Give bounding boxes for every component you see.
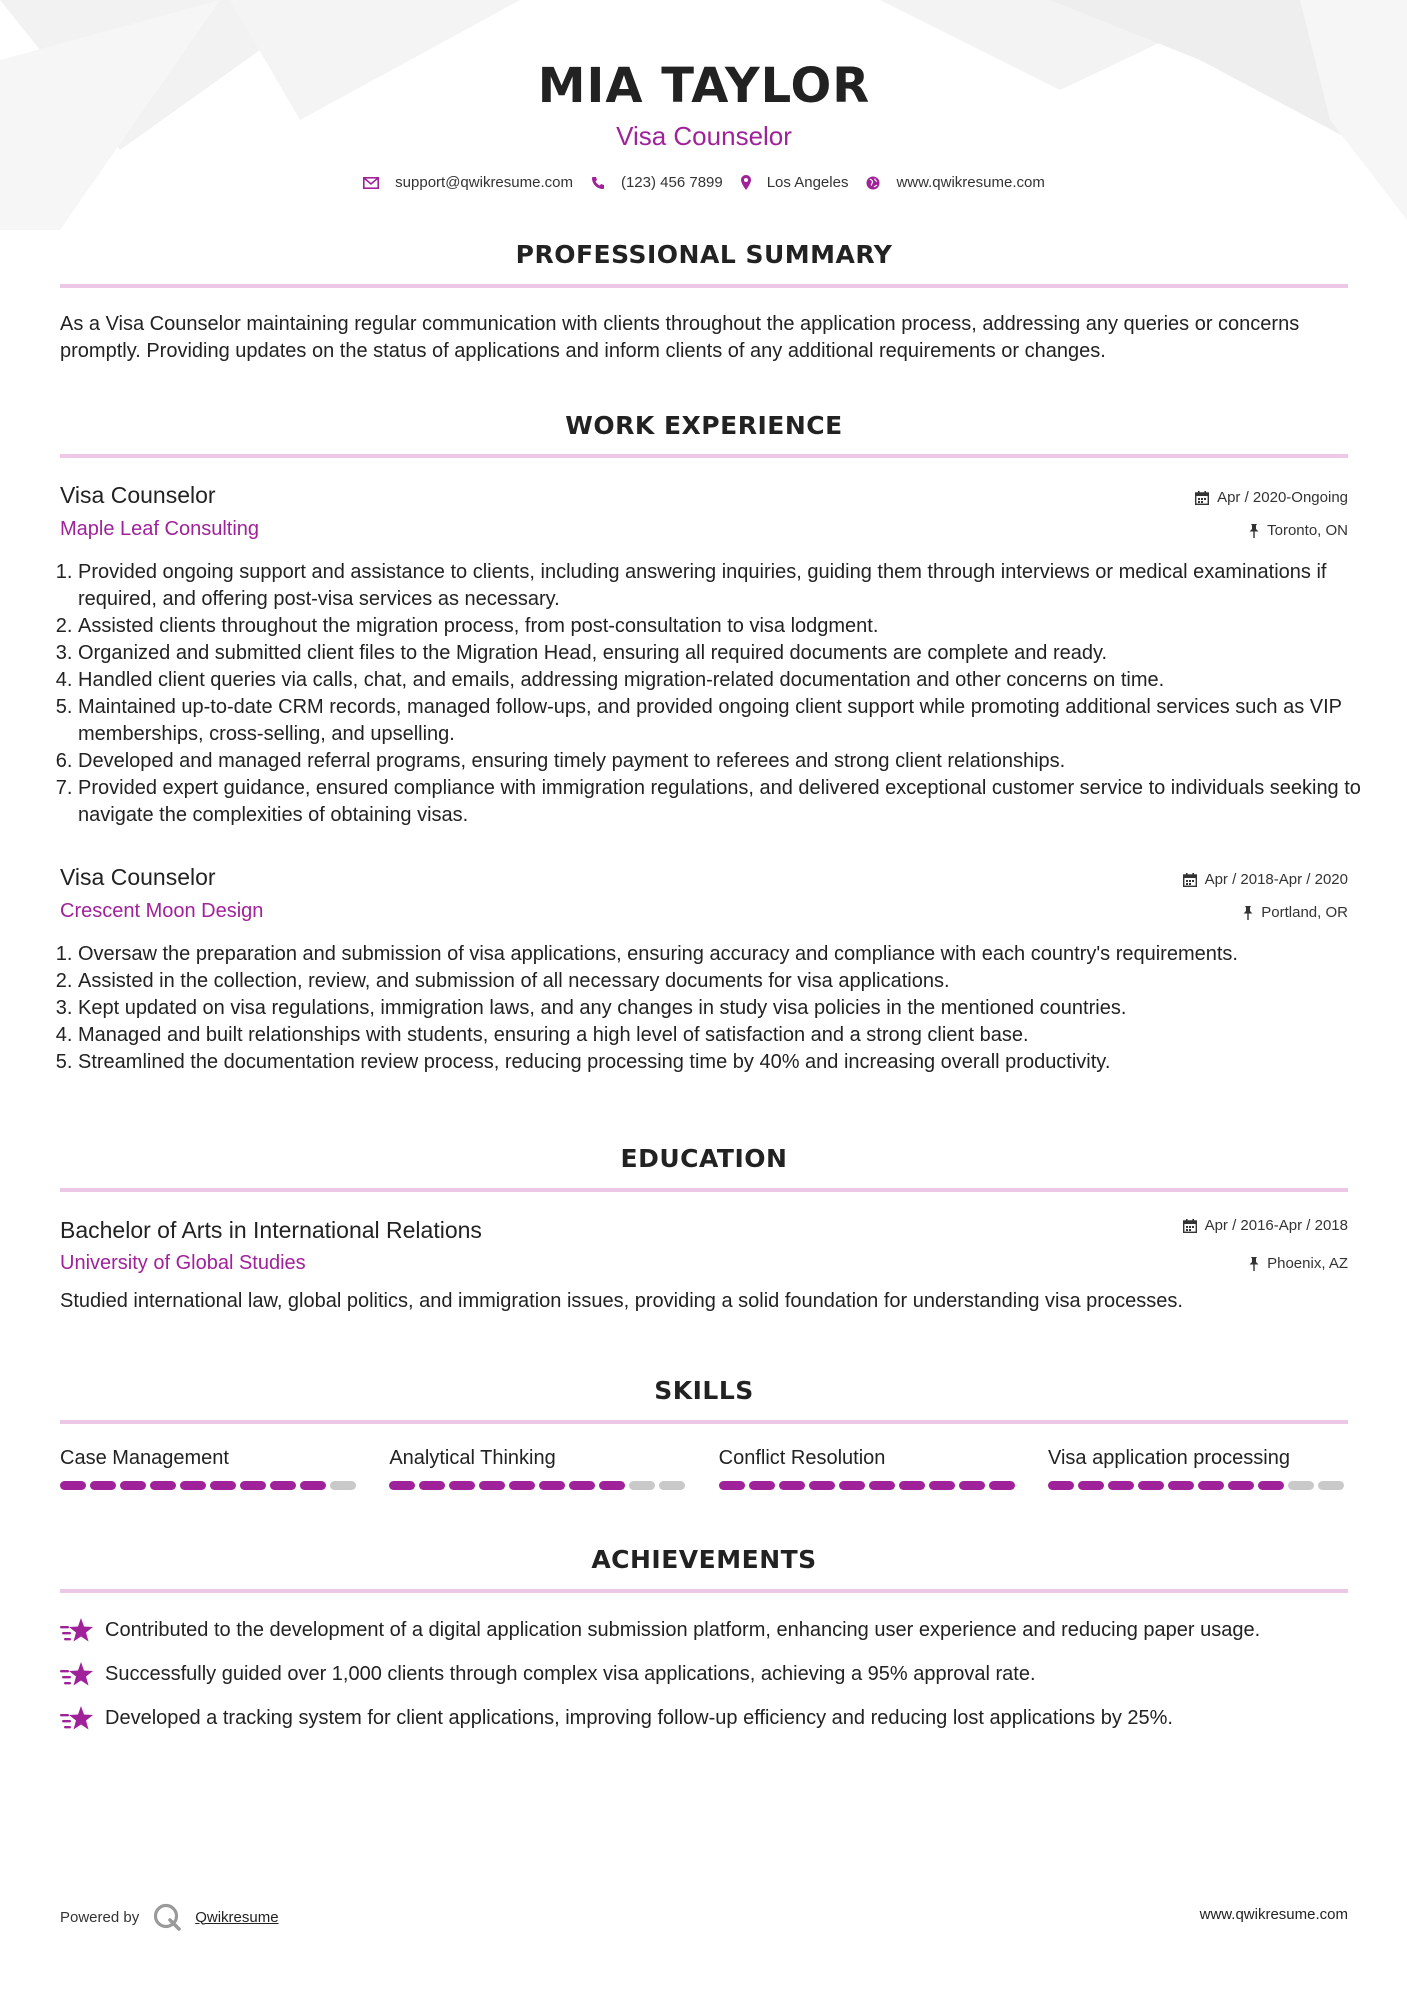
pushpin-icon: [1249, 524, 1259, 538]
skill-segment-filled: [1168, 1481, 1194, 1490]
contact-location: [741, 174, 849, 191]
skill-segment-empty: [629, 1481, 655, 1490]
list-item: 7. Provided expert guidance, ensured compliance with immigration regulations, and delivered exceptional customer service to individuals seeking to navigate the complexities of obtaining visas.: [78, 775, 1366, 829]
skill-segment-filled: [809, 1481, 835, 1490]
brand-link[interactable]: Qwikresume: [195, 1908, 279, 1926]
achievements-heading: ACHIEVEMENTS: [591, 1545, 817, 1574]
contact-email[interactable]: [363, 174, 573, 191]
skill-segment-empty: [330, 1481, 356, 1490]
job-dates-text: Apr / 2020-Ongoing: [1217, 489, 1348, 506]
calendar-icon: [1195, 491, 1209, 505]
skill-segment-filled: [270, 1481, 296, 1490]
skill-segment-filled: [569, 1481, 595, 1490]
skill-segment-filled: [1198, 1481, 1224, 1490]
phone-icon: [591, 176, 605, 190]
list-item: 3. Organized and submitted client files to the Migration Head, ensuring all required documents are complete and ready.: [78, 640, 1366, 667]
education-location-text: Phoenix, AZ: [1267, 1255, 1348, 1272]
list-item: 1. Provided ongoing support and assistance to clients, including answering inquiries, guiding them through interviews or medical examinations if required, and offering post-visa services as necessary.: [78, 559, 1366, 613]
globe-icon: [866, 176, 880, 190]
skill-segment-filled: [509, 1481, 535, 1490]
skill-rating-bar: [1048, 1481, 1348, 1490]
shooting-star-icon: [60, 1617, 93, 1644]
skill-segment-filled: [749, 1481, 775, 1490]
list-item: 5. Maintained up-to-date CRM records, managed follow-ups, and provided ongoing client support while promoting additional services such as VIP memberships, cross-selling, and upselling.: [78, 694, 1366, 748]
list-item: 5. Streamlined the documentation review process, reducing processing time by 40% and increasing overall productivity.: [78, 1049, 1366, 1076]
list-item: 6. Developed and managed referral programs, ensuring timely payment to referees and strong client relationships.: [78, 748, 1366, 775]
job-title: Visa Counselor: [60, 864, 216, 890]
education-dates-text: Apr / 2016-Apr / 2018: [1204, 1217, 1348, 1234]
skill-segment-empty: [1318, 1481, 1344, 1490]
skill-segment-filled: [1228, 1481, 1254, 1490]
achievement-text: Contributed to the development of a digital application submission platform, enhancing user experience and reducing paper usage.: [105, 1619, 1261, 1641]
job-dates: [1183, 871, 1348, 888]
contact-bar: [60, 174, 1348, 191]
summary-heading: PROFESSIONAL SUMMARY: [515, 240, 893, 269]
list-item: 4. Managed and built relationships with students, ensuring a high level of satisfaction and a strong client base.: [78, 1022, 1366, 1049]
job-company: Maple Leaf Consulting: [60, 518, 260, 540]
list-item: 4. Handled client queries via calls, chat, and emails, addressing migration-related documentation and other concerns on time.: [78, 667, 1366, 694]
skills-divider: [60, 1420, 1348, 1424]
skill-segment-filled: [959, 1481, 985, 1490]
list-item: 1. Oversaw the preparation and submission of visa applications, ensuring accuracy and compliance with each country's requirements.: [78, 941, 1366, 968]
education-location: [1249, 1255, 1348, 1272]
skills-heading: SKILLS: [654, 1376, 754, 1405]
candidate-role: Visa Counselor: [616, 121, 792, 151]
skill-segment-filled: [60, 1481, 86, 1490]
skill-rating-bar: [60, 1481, 360, 1490]
calendar-icon: [1183, 873, 1197, 887]
footer-website-link[interactable]: www.qwikresume.com: [1199, 1906, 1348, 1923]
skill-segment-empty: [1288, 1481, 1314, 1490]
qwikresume-logo-icon: [153, 1903, 181, 1931]
skill-segment-empty: [659, 1481, 685, 1490]
education-divider: [60, 1188, 1348, 1192]
skill-item: [719, 1447, 1019, 1490]
skill-segment-filled: [90, 1481, 116, 1490]
skill-segment-filled: [389, 1481, 415, 1490]
skill-rating-bar: [389, 1481, 689, 1490]
job-dates-text: Apr / 2018-Apr / 2020: [1204, 871, 1348, 888]
job-location-text: Toronto, ON: [1267, 522, 1348, 539]
skill-segment-filled: [180, 1481, 206, 1490]
skill-segment-filled: [419, 1481, 445, 1490]
skill-segment-filled: [1258, 1481, 1284, 1490]
skill-segment-filled: [899, 1481, 925, 1490]
skill-segment-filled: [210, 1481, 236, 1490]
calendar-icon: [1183, 1219, 1197, 1233]
shooting-star-icon: [60, 1705, 93, 1732]
skill-name: Analytical Thinking: [389, 1447, 556, 1469]
experience-divider: [60, 454, 1348, 458]
map-pin-icon: [741, 175, 751, 190]
shooting-star-icon: [60, 1661, 93, 1688]
skill-segment-filled: [1078, 1481, 1104, 1490]
contact-location-text: Los Angeles: [766, 174, 849, 191]
summary-text: As a Visa Counselor maintaining regular communication with clients throughout the application process, addressing any queries or concerns promptly. Providing updates on the status of applications and inform clients of any additional requirements or changes.: [60, 313, 1300, 362]
skill-segment-filled: [869, 1481, 895, 1490]
skill-segment-filled: [1108, 1481, 1134, 1490]
skill-name: Visa application processing: [1047, 1447, 1290, 1469]
contact-phone[interactable]: [591, 174, 723, 191]
skill-segment-filled: [479, 1481, 505, 1490]
skill-segment-filled: [1138, 1481, 1164, 1490]
skill-segment-filled: [599, 1481, 625, 1490]
contact-website-text: www.qwikresume.com: [896, 174, 1045, 191]
candidate-name: MIA TAYLOR: [537, 58, 871, 114]
list-item: 3. Kept updated on visa regulations, immigration laws, and any changes in study visa policies in the mentioned countries.: [78, 995, 1366, 1022]
powered-by-label: Powered by: [60, 1908, 140, 1926]
skills-grid: [60, 1447, 1348, 1490]
contact-phone-text: (123) 456 7899: [620, 174, 723, 191]
skill-segment-filled: [989, 1481, 1015, 1490]
achievement-text: Successfully guided over 1,000 clients through complex visa applications, achieving a 95% approval rate.: [105, 1663, 1036, 1685]
job-location: [1243, 904, 1348, 921]
contact-website[interactable]: [866, 174, 1044, 191]
experience-heading: WORK EXPERIENCE: [565, 411, 843, 440]
achievement-item: [60, 1661, 1348, 1688]
list-item: 2. Assisted clients throughout the migration process, from post-consultation to visa lodgment.: [78, 613, 1366, 640]
job-company: Crescent Moon Design: [60, 900, 264, 922]
skill-segment-filled: [719, 1481, 745, 1490]
skill-name: Conflict Resolution: [718, 1447, 886, 1469]
skill-rating-bar: [719, 1481, 1019, 1490]
summary-divider: [60, 284, 1348, 288]
pushpin-icon: [1249, 1257, 1259, 1271]
achievement-text: Developed a tracking system for client applications, improving follow-up efficiency and reducing lost applications by 25%.: [105, 1707, 1173, 1729]
skill-item: [1048, 1447, 1348, 1490]
education-description: Studied international law, global politics, and immigration issues, providing a solid foundation for understanding visa processes.: [60, 1290, 1183, 1312]
contact-email-text: support@qwikresume.com: [395, 174, 573, 191]
skill-segment-filled: [150, 1481, 176, 1490]
pushpin-icon: [1243, 906, 1253, 920]
skill-item: [389, 1447, 689, 1490]
envelope-icon: [363, 177, 379, 189]
achievements-divider: [60, 1589, 1348, 1593]
education-degree: Bachelor of Arts in International Relations: [60, 1217, 482, 1243]
achievement-item: [60, 1617, 1348, 1644]
powered-by: [60, 1903, 279, 1931]
job-title: Visa Counselor: [60, 482, 216, 508]
skill-segment-filled: [539, 1481, 565, 1490]
job-responsibilities: [60, 559, 1366, 829]
education-dates: [1183, 1217, 1348, 1234]
education-school: University of Global Studies: [60, 1252, 306, 1274]
job-dates: [1195, 489, 1348, 506]
skill-item: [60, 1447, 360, 1490]
skill-segment-filled: [779, 1481, 805, 1490]
page-footer: [60, 1900, 1348, 1930]
job-location: [1249, 522, 1348, 539]
skill-segment-filled: [300, 1481, 326, 1490]
achievement-item: [60, 1705, 1348, 1732]
skill-segment-filled: [929, 1481, 955, 1490]
skill-segment-filled: [1048, 1481, 1074, 1490]
skill-segment-filled: [240, 1481, 266, 1490]
skill-name: Case Management: [60, 1447, 229, 1469]
skill-segment-filled: [839, 1481, 865, 1490]
skill-segment-filled: [449, 1481, 475, 1490]
job-responsibilities: [60, 941, 1366, 1076]
education-heading: EDUCATION: [620, 1144, 788, 1173]
header-background-pattern: [0, 0, 1407, 230]
skill-segment-filled: [120, 1481, 146, 1490]
list-item: 2. Assisted in the collection, review, and submission of all necessary documents for visa applications.: [78, 968, 1366, 995]
job-location-text: Portland, OR: [1261, 904, 1348, 921]
